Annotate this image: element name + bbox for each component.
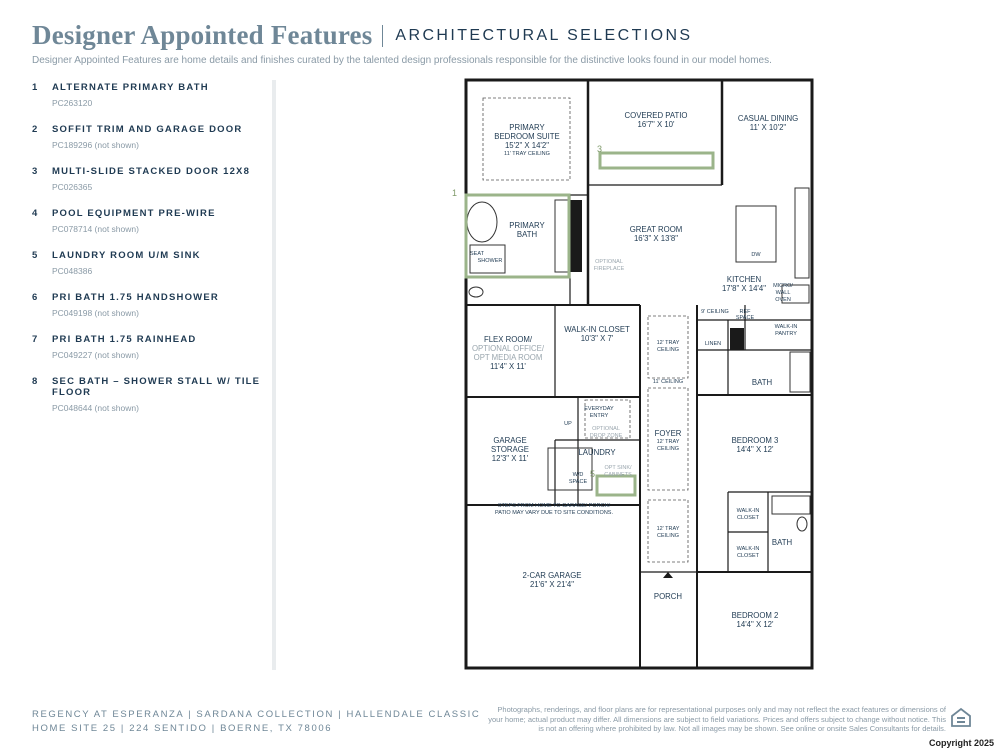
- callout-5: 5: [590, 469, 596, 479]
- community-line: REGENCY AT ESPERANZA | SARDANA COLLECTION | HALLENDALE CLASSIC: [32, 709, 481, 720]
- svg-text:CEILING: CEILING: [656, 347, 680, 353]
- floor-plan: [452, 76, 820, 676]
- svg-text:OPTIONAL OFFICE/: OPTIONAL OFFICE/: [471, 344, 545, 353]
- svg-text:16'3" X 13'8": 16'3" X 13'8": [633, 234, 679, 243]
- svg-text:11'4" X 11': 11'4" X 11': [490, 362, 526, 371]
- svg-text:SHOWER: SHOWER: [477, 258, 503, 264]
- svg-text:CEILING: CEILING: [656, 533, 680, 539]
- feature-number: 1: [32, 82, 38, 93]
- svg-text:CLOSET: CLOSET: [736, 515, 760, 521]
- svg-text:STEPS FROM HOME TO GARAGE/ POR: STEPS FROM HOME TO GARAGE/ PORCH/: [497, 503, 611, 509]
- svg-text:OPTIONAL: OPTIONAL: [595, 259, 623, 265]
- feature-code: PC263120: [52, 98, 93, 108]
- svg-text:PATIO MAY VARY DUE TO SITE CON: PATIO MAY VARY DUE TO SITE CONDITIONS.: [495, 510, 613, 516]
- svg-text:BEDROOM 3: BEDROOM 3: [731, 436, 779, 445]
- svg-text:BATH: BATH: [771, 538, 793, 547]
- feature-item: [32, 334, 268, 360]
- svg-text:14'4" X 12': 14'4" X 12': [736, 620, 774, 629]
- feature-item: [32, 82, 268, 108]
- feature-code: PC048644 (not shown): [52, 403, 139, 413]
- svg-text:W/D: W/D: [572, 472, 584, 478]
- svg-text:LINEN: LINEN: [704, 341, 722, 347]
- feature-number: 8: [32, 376, 38, 387]
- tub-icon: [467, 202, 497, 242]
- svg-text:UP: UP: [564, 421, 572, 427]
- feature-item: [32, 292, 268, 318]
- svg-text:WALK-IN: WALK-IN: [736, 508, 760, 514]
- homesite-line: HOME SITE 25 | 224 SENTIDO | BOERNE, TX 78006: [32, 723, 333, 734]
- svg-text:ENTRY: ENTRY: [589, 413, 609, 419]
- callout-1: 1: [452, 188, 458, 198]
- feature-item: [32, 208, 268, 234]
- svg-text:GARAGE: GARAGE: [493, 436, 527, 445]
- equal-housing-icon: [950, 706, 972, 728]
- svg-text:SEAT: SEAT: [470, 251, 484, 257]
- page-subtitle: Designer Appointed Features are home details and finishes curated by the talented design professionals responsible for the distinctive looks found in our model homes.: [32, 55, 772, 66]
- svg-text:FIREPLACE: FIREPLACE: [593, 266, 625, 272]
- svg-text:PRIMARY: PRIMARY: [509, 123, 545, 132]
- svg-text:15'2" X 14'2": 15'2" X 14'2": [504, 141, 550, 150]
- svg-text:SPACE: SPACE: [735, 315, 755, 321]
- feature-code: PC049198 (not shown): [52, 308, 139, 318]
- svg-text:11' TRAY CEILING: 11' TRAY CEILING: [504, 151, 550, 157]
- feature-number: 7: [32, 334, 38, 345]
- svg-text:GREAT ROOM: GREAT ROOM: [629, 225, 683, 234]
- svg-text:DW: DW: [751, 252, 761, 258]
- feature-item: [32, 376, 268, 413]
- svg-text:WALK-IN: WALK-IN: [774, 324, 798, 330]
- svg-text:2-CAR GARAGE: 2-CAR GARAGE: [522, 571, 582, 580]
- svg-text:11' CEILING: 11' CEILING: [652, 379, 684, 385]
- bath-tub-icon: [790, 352, 810, 392]
- svg-text:12'3" X 11': 12'3" X 11': [491, 454, 529, 463]
- svg-text:CEILING: CEILING: [656, 446, 680, 452]
- svg-text:OPT MEDIA ROOM: OPT MEDIA ROOM: [473, 353, 543, 362]
- feature-number: 6: [32, 292, 38, 303]
- svg-text:OVEN: OVEN: [775, 297, 791, 303]
- svg-text:21'6" X 21'4": 21'6" X 21'4": [529, 580, 575, 589]
- feature-code: PC189296 (not shown): [52, 140, 139, 150]
- svg-text:BATH: BATH: [516, 230, 538, 239]
- svg-text:REF: REF: [739, 309, 751, 315]
- svg-text:WALK-IN CLOSET: WALK-IN CLOSET: [564, 325, 630, 334]
- page-title: Designer Appointed Features: [32, 20, 373, 50]
- feature-name: ALTERNATE PRIMARY BATH: [52, 82, 209, 93]
- svg-text:OPT SINK/: OPT SINK/: [604, 465, 632, 471]
- room-labels: [470, 111, 798, 629]
- feature-item: [32, 166, 268, 192]
- svg-text:9' CEILING: 9' CEILING: [701, 309, 729, 315]
- svg-text:WALK-IN: WALK-IN: [736, 546, 760, 552]
- svg-text:12' TRAY: 12' TRAY: [656, 340, 680, 346]
- svg-text:10'3" X 7': 10'3" X 7': [580, 334, 614, 343]
- svg-text:OPTIONAL: OPTIONAL: [592, 426, 620, 432]
- feature-name: SOFFIT TRIM AND GARAGE DOOR: [52, 124, 243, 135]
- svg-text:WALL: WALL: [775, 290, 791, 296]
- svg-text:CASUAL DINING: CASUAL DINING: [737, 114, 799, 123]
- svg-text:PORCH: PORCH: [653, 592, 683, 601]
- svg-text:BEDROOM 2: BEDROOM 2: [731, 611, 779, 620]
- feature-item: [32, 124, 268, 150]
- toilet-icon: [469, 287, 483, 297]
- svg-text:12' TRAY: 12' TRAY: [656, 439, 680, 445]
- feature-number: 5: [32, 250, 38, 261]
- svg-text:12' TRAY: 12' TRAY: [656, 526, 680, 532]
- svg-text:16'7" X 10': 16'7" X 10': [637, 120, 675, 129]
- svg-text:CABINETS: CABINETS: [604, 472, 632, 478]
- feature-item: [32, 250, 268, 276]
- feature-number: 3: [32, 166, 38, 177]
- title-divider: [382, 25, 383, 47]
- callout-3: 3: [597, 144, 603, 154]
- ref-block: [730, 328, 744, 350]
- svg-text:MICRO/: MICRO/: [773, 283, 793, 289]
- section-title: ARCHITECTURAL SELECTIONS: [395, 26, 693, 44]
- toilet-icon: [797, 517, 807, 531]
- feature-name: PRI BATH 1.75 RAINHEAD: [52, 334, 197, 345]
- feature-name: MULTI-SLIDE STACKED DOOR 12X8: [52, 166, 251, 177]
- feature-name: POOL EQUIPMENT PRE-WIRE: [52, 208, 216, 219]
- svg-text:BATH: BATH: [751, 378, 773, 387]
- svg-text:FOYER: FOYER: [654, 429, 682, 438]
- svg-text:COVERED PATIO: COVERED PATIO: [624, 111, 688, 120]
- svg-text:KITCHEN: KITCHEN: [726, 275, 762, 284]
- svg-text:CLOSET: CLOSET: [736, 553, 760, 559]
- copyright: Copyright 2025: [928, 738, 994, 748]
- footer-community: [32, 708, 480, 736]
- svg-text:FLEX ROOM/: FLEX ROOM/: [483, 335, 533, 344]
- feature-number: 4: [32, 208, 38, 219]
- svg-text:17'8" X 14'4": 17'8" X 14'4": [721, 284, 767, 293]
- feature-name: PRI BATH 1.75 HANDSHOWER: [52, 292, 219, 303]
- svg-text:LAUNDRY: LAUNDRY: [578, 448, 616, 457]
- svg-text:BEDROOM SUITE: BEDROOM SUITE: [494, 132, 560, 141]
- feature-code: PC078714 (not shown): [52, 224, 139, 234]
- feature-list: [32, 82, 268, 429]
- svg-text:11' X 10'2": 11' X 10'2": [749, 123, 787, 132]
- fireplace-wall: [570, 200, 582, 272]
- svg-text:PRIMARY: PRIMARY: [509, 221, 545, 230]
- footer-disclaimer: Photographs, renderings, and floor plans are for representational purposes only and may not reflect the exact features or dimensions of your home; actual product may differ. All dimensions are subject to field variations. Prices and offers subject to change without notice. This is not an offering where prohibited by law. Not all images may be shown. See online or onsite Sales Consultants for details.: [488, 705, 946, 733]
- feature-code: PC049227 (not shown): [52, 350, 139, 360]
- feature-code: PC026365: [52, 182, 93, 192]
- vertical-divider: [272, 80, 276, 670]
- feature-number: 2: [32, 124, 38, 135]
- entry-arrow-icon: [663, 572, 673, 578]
- svg-text:EVERYDAY: EVERYDAY: [584, 406, 614, 412]
- svg-text:SPACE: SPACE: [568, 479, 588, 485]
- svg-text:PANTRY: PANTRY: [775, 331, 797, 337]
- svg-text:14'4" X 12': 14'4" X 12': [736, 445, 774, 454]
- page-header: [32, 20, 972, 66]
- feature-name: SEC BATH – SHOWER STALL W/ TILE FLOOR: [52, 376, 261, 398]
- svg-text:DROP ZONE: DROP ZONE: [589, 433, 623, 439]
- svg-text:STORAGE: STORAGE: [491, 445, 529, 454]
- feature-name: LAUNDRY ROOM U/M SINK: [52, 250, 201, 261]
- feature-code: PC048386: [52, 266, 93, 276]
